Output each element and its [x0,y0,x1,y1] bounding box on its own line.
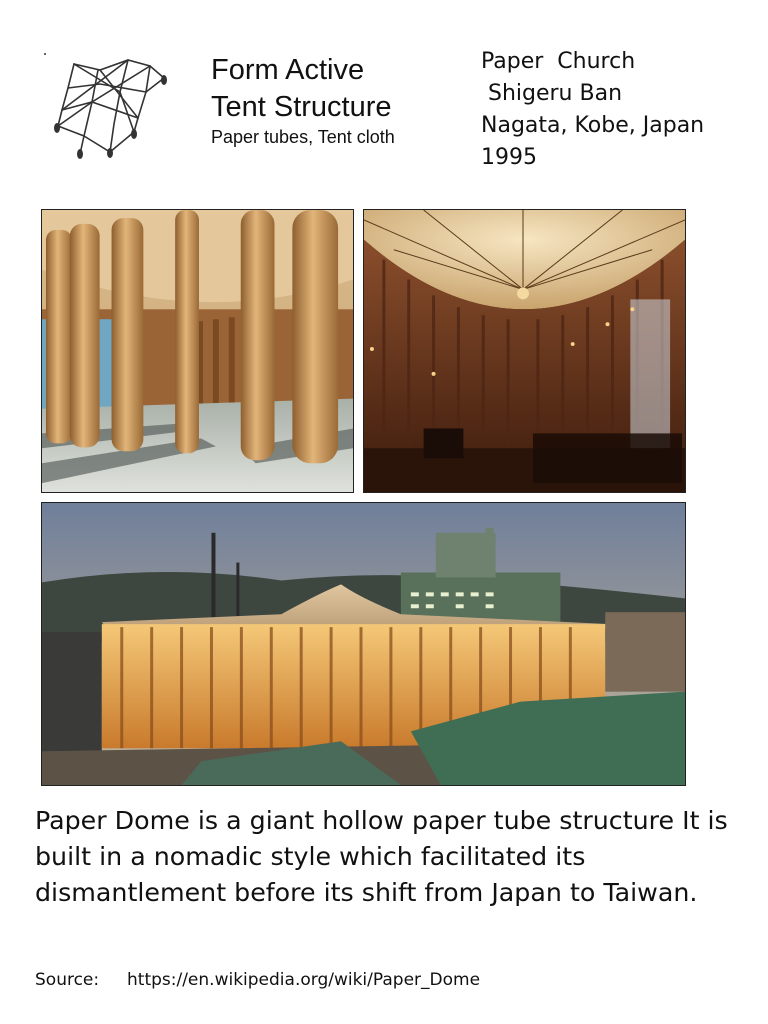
source-label: Source: [35,970,100,990]
structure-type-title [211,52,451,126]
title-line-2: Tent Structure [211,91,392,123]
project-name: Paper Church [481,49,636,74]
project-info [481,46,704,174]
source-line [35,968,480,992]
project-architect: Shigeru Ban [481,81,623,106]
project-year: 1995 [481,145,537,170]
materials-subtitle: Paper tubes, Tent cloth [211,127,395,147]
title-line-1: Form Active [211,54,365,86]
interior-paper-columns-photo [41,209,354,493]
exterior-night-photo [41,502,686,786]
interior-hall-photo [363,209,686,493]
project-location: Nagata, Kobe, Japan [481,113,705,138]
tent-structure-sketch-icon [40,48,178,166]
source-url: https://en.wikipedia.org/wiki/Paper_Dome [127,970,481,990]
photo-caption: Paper Dome is a giant hollow paper tube structure It is built in a nomadic style which facilitated its dismantlement before its shift from Japan to Taiwan. [35,806,728,907]
